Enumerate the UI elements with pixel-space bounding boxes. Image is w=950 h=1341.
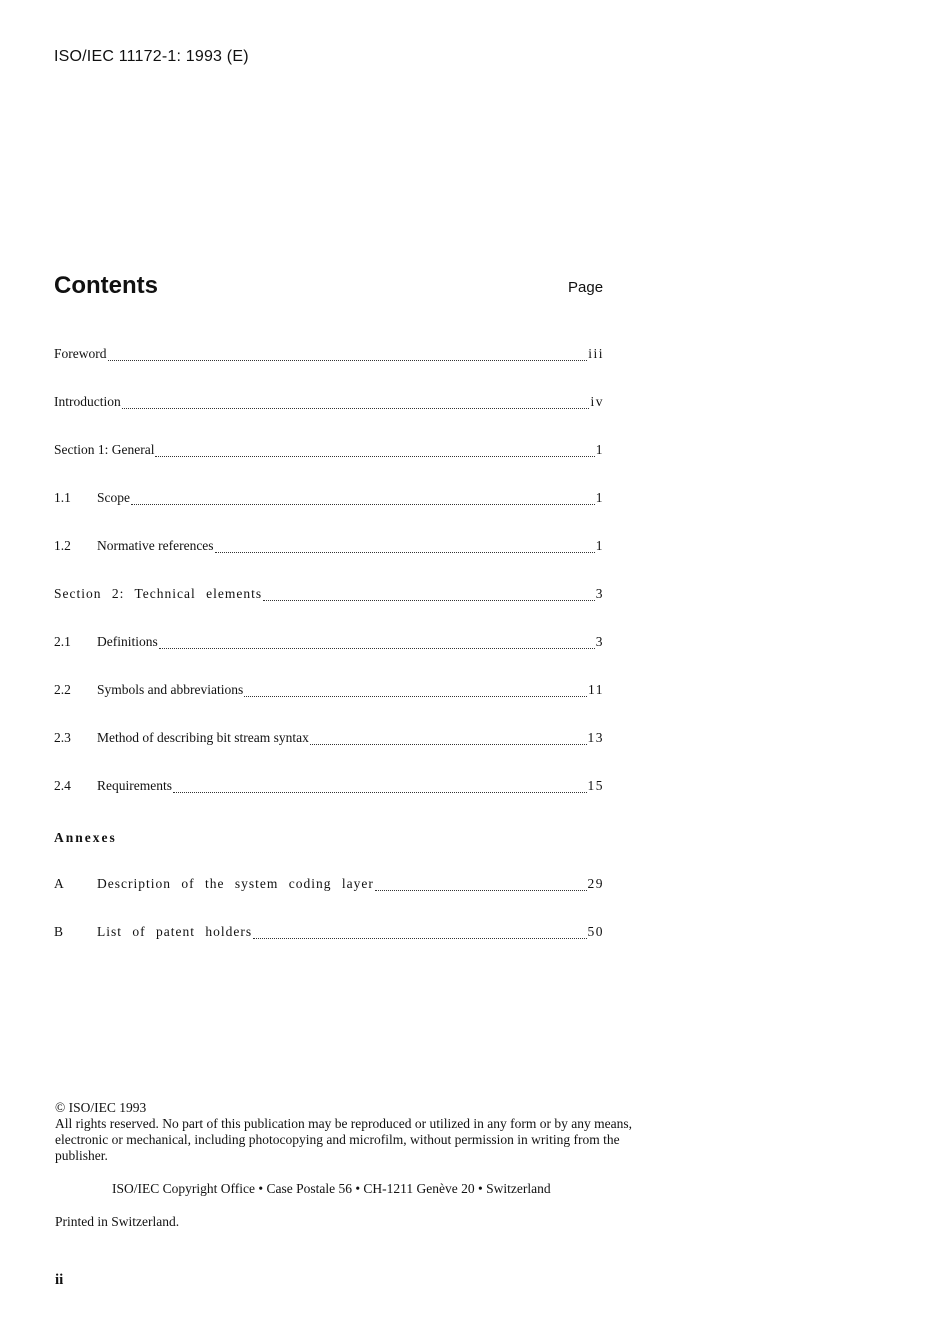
toc-entry-page: iv	[590, 394, 604, 409]
toc-entry-section-1[interactable]	[54, 442, 604, 462]
toc-entry-page: 3	[595, 634, 604, 649]
toc-entry-number: 1.1	[54, 490, 71, 505]
toc-entry-number: A	[54, 876, 64, 891]
toc-entry-text: Scope	[97, 490, 130, 505]
leader-dots	[155, 456, 594, 457]
leader-dots	[215, 552, 595, 553]
toc-entry-section-2[interactable]	[54, 586, 604, 606]
contents-title: Contents	[54, 272, 158, 299]
toc-entry-2-2[interactable]	[54, 682, 604, 702]
leader-dots	[173, 792, 587, 793]
toc-entry-annex-b[interactable]	[54, 924, 604, 944]
toc-entry-number: 2.2	[54, 682, 71, 697]
toc-entry-page: 29	[587, 876, 604, 891]
leader-dots	[244, 696, 587, 697]
toc-entry-page: 15	[587, 778, 604, 793]
toc-entry-text: Foreword	[54, 346, 107, 361]
leader-dots	[253, 938, 586, 939]
page-column-label: Page	[568, 279, 604, 296]
toc-entry-text: Method of describing bit stream syntax	[97, 730, 309, 745]
annexes-heading: Annexes	[54, 830, 117, 845]
toc-entry-text: List of patent holders	[97, 924, 253, 939]
toc-entry-page: 11	[588, 682, 604, 697]
toc-entry-text: Normative references	[97, 538, 214, 553]
leader-dots	[263, 600, 595, 601]
rights-text: All rights reserved. No part of this publication may be reproduced or utilized in any form or by any means, electronic or mechanical, including photocopying and microfilm, without permission in writing from the publisher.	[55, 1116, 632, 1163]
toc-entry-number: 1.2	[54, 538, 71, 553]
copyright-line: © ISO/IEC 1993	[55, 1100, 147, 1115]
toc-entry-introduction[interactable]	[54, 394, 604, 414]
printed-in-line: Printed in Switzerland.	[55, 1214, 180, 1229]
leader-dots	[131, 504, 595, 505]
toc-entry-number: B	[54, 924, 64, 939]
leader-dots	[122, 408, 590, 409]
toc-entry-page: 50	[587, 924, 604, 939]
toc-entry-page: 3	[595, 586, 604, 601]
page-number: ii	[55, 1272, 64, 1288]
toc-entry-text: Description of the system coding layer	[97, 876, 374, 891]
toc-entry-number: 2.4	[54, 778, 71, 793]
toc-entry-number: 2.3	[54, 730, 71, 745]
toc-entry-number: 2.1	[54, 634, 71, 649]
copyright-office-address: ISO/IEC Copyright Office • Case Postale 56 • CH-1211 Genève 20 • Switzerland	[112, 1181, 551, 1196]
toc-entry-text: Definitions	[97, 634, 158, 649]
toc-entry-page: 1	[595, 490, 604, 505]
toc-entry-1-2[interactable]	[54, 538, 604, 558]
leader-dots	[375, 890, 587, 891]
toc-entry-2-4[interactable]	[54, 778, 604, 798]
toc-entry-text: Requirements	[97, 778, 172, 793]
toc-entry-foreword[interactable]	[54, 346, 604, 366]
toc-entry-page: 13	[587, 730, 604, 745]
toc-entry-page: 1	[595, 442, 604, 457]
toc-entry-annex-a[interactable]	[54, 876, 604, 896]
toc-entry-1-1[interactable]	[54, 490, 604, 510]
toc-entry-text: Section 1: General	[54, 442, 155, 457]
toc-entry-page: iii	[588, 346, 604, 361]
leader-dots	[310, 744, 587, 745]
toc-entry-text: Introduction	[54, 394, 121, 409]
toc-entry-text: Symbols and abbreviations	[97, 682, 244, 697]
toc-entry-2-1[interactable]	[54, 634, 604, 654]
copyright-notice	[55, 1100, 645, 1164]
leader-dots	[159, 648, 595, 649]
toc-entry-page: 1	[595, 538, 604, 553]
toc-entry-2-3[interactable]	[54, 730, 604, 750]
standard-identifier: ISO/IEC 11172-1: 1993 (E)	[54, 48, 249, 65]
toc-entry-text: Section 2: Technical elements	[54, 586, 263, 601]
leader-dots	[108, 360, 588, 361]
